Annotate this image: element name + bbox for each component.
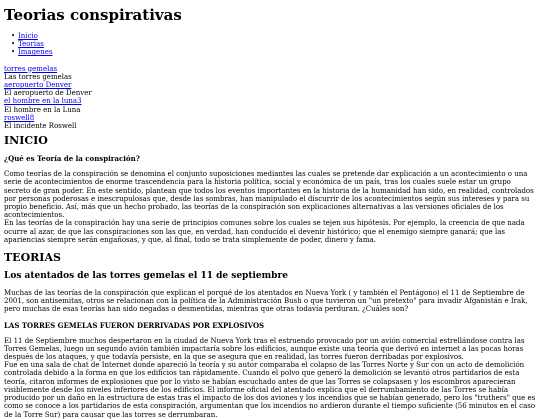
- inicio-paragraph-2: En las teorías de la conspiración hay una serie de principios comunes sobre los cuales se tejen sus hipótesis. Por ejemplo, la creencia de que nada ocurre al azar, de que las conspiraciones son las que, en verdad, han conducido el devenir histórico; que el enemigo siempre ganará; que las apariencias siempre serán engañosas, y que, al final, todo se trata simplemente de poder, dinero y fama.: [4, 219, 525, 244]
- nav-link-inicio[interactable]: Inicio: [18, 32, 38, 40]
- caption-torres-gemelas: Las torres gemelas: [4, 72, 72, 81]
- nav-item-teorias: [18, 40, 536, 48]
- link-aeropuerto-denver[interactable]: aeropuerto Denver: [4, 81, 72, 90]
- teorias-paragraph-1: Muchas de las teorías de la conspiración que explican el porqué de los atentados en Nueva York ( y también el Pentágono) el 11 de Septiembre de 2001, son antisemitas, otros se relacionan con la política de la Administración Bush o que tuvieron un "un pretexto" para invadir Afganistán e Irak, pero muchas de esas teorías han sido negadas o desmentidas, mientras que otras todavía perduran. ¿Cuáles son?: [4, 289, 528, 314]
- nav-item-inicio: [18, 32, 536, 40]
- caption-aeropuerto-denver: El aeropuerto de Denver: [4, 89, 92, 98]
- link-hombre-luna[interactable]: el hombre en la luna3: [4, 97, 82, 106]
- link-roswell[interactable]: roswell8: [4, 113, 35, 122]
- page-title: Teorias conspirativas: [4, 6, 182, 24]
- inicio-heading: INICIO: [4, 134, 48, 148]
- sidebar-links: [4, 65, 536, 131]
- main-nav: [4, 32, 536, 57]
- inicio-question: ¿Qué es Teoría de la conspiración?: [4, 154, 140, 164]
- teorias-heading: TEORIAS: [4, 251, 61, 265]
- page-content: [4, 6, 536, 419]
- link-torres-gemelas[interactable]: torres gemelas: [4, 64, 58, 73]
- nav-item-imagenes: [18, 48, 536, 56]
- inicio-paragraph-1: Como teorías de la conspiración se denomina el conjunto suposiciones mediantes las cuales se pretende dar explicación a un acontecimiento o una serie de acontecimientos de enorme trascendencia para la historia política, social y económica de un país, tras los cuales suele estar un grupo secreto de gran poder. En este sentido, plantean que todos los eventos importantes en la historia de la humanidad han sido, en realidad, controlados por personas poderosas e inescrupulosas que, desde las sombras, han manipulado el discurrir de los acontecimientos según sus intereses y para su propio beneficio. Así, más que un hecho probado, las teorías de la conspiración son explicaciones alternativas a las versiones oficiales de los acontecimientos.: [4, 170, 534, 220]
- caption-roswell: El incidente Roswell: [4, 122, 77, 131]
- explosives-heading: LAS TORRES GEMELAS FUERON DERRIVADAS POR EXPLOSIVOS: [4, 320, 265, 330]
- teorias-paragraph-3: Fue en una sala de chat de Internet donde apareció la teoría y su autor comparaba el colapso de las Torres Norte y Sur con un acto de demolición controlada debido a la forma en que los edificios tan rápidamente. Cuando el polvo que generó la demolición se levantó otros partidarios de esta teoría, citaron informes de explosiones que por lo visto se habían escuchado antes de que las Torres se colapsasen y los escombros aparecieran visiblemente desde los niveles inferiores de los edificios. El informe oficial del atentado explica que el derrumbamiento de las Torres se había producido por un daño en la estructura de estas tras el impacto de los dos aviones y los incendios que se habían generado, pero los "truthers" que es como se conoce a los partidarios de esta conspiración, argumentan que los incendios no ardieron durante el tiempo suficiente (56 minutos en el caso de la Torre Sur) para causar que las torres se derrumbaran.: [4, 361, 536, 419]
- nav-link-teorias[interactable]: Teorias: [18, 40, 44, 49]
- teorias-subheading: Los atentados de las torres gemelas el 11 de septiembre: [4, 271, 288, 282]
- teorias-paragraph-2: El 11 de Septiembre muchos despertaron en la ciudad de Nueva York tras el estruendo provocado por un avión comercial estrellándose contra las Torres Gemelas, luego un segundo avión también impactaría sobre los edificios, aunque existe una teoría que derivó en internet a las pocas horas después de los ataques, y que todavía persiste, en la que se asegura que en realidad, las torres fueron derribadas por explosivos.: [4, 336, 525, 362]
- nav-link-imagenes[interactable]: Imagenes: [18, 48, 53, 57]
- caption-hombre-luna: El hombre en la Luna: [4, 105, 81, 114]
